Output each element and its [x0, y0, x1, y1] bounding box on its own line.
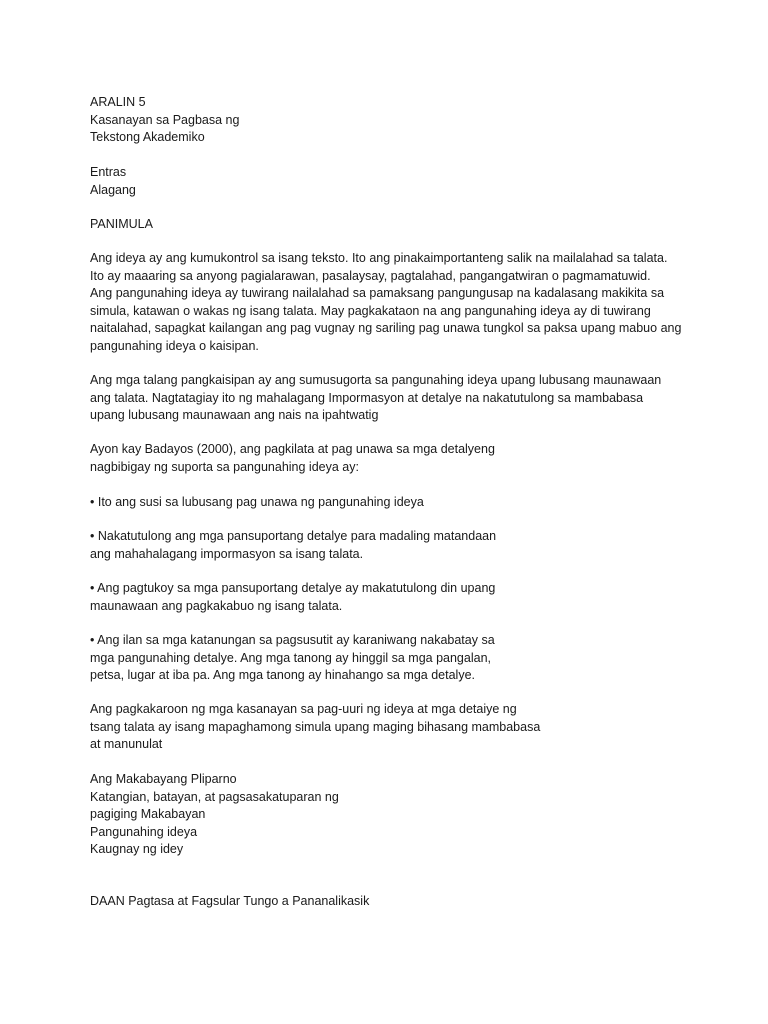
paragraph-line: Ang pangunahing ideya ay tuwirang nailalahad sa pamaksang pangungusap na kadalasang makikita sa — [90, 286, 665, 300]
note-line: Kaugnay ng idey — [90, 842, 184, 856]
paragraph-intro — [90, 250, 681, 355]
paragraph-badayos — [90, 441, 495, 476]
bullet-line: • Ang ilan sa mga katanungan sa pagsusutit ay karaniwang nakabatay sa — [90, 633, 495, 647]
bullet-line: mga pangunahing detalye. Ang mga tanong ay hinggil sa mga pangalan, — [90, 650, 491, 665]
paragraph-line: pangunahing ideya o kaisipan. — [90, 338, 259, 353]
paragraph-line: naitalahad, sapagkat kailangan ang pag vugnay ng sariling pag unawa tungkol sa paksa upang mabuo ang — [90, 321, 682, 335]
footer-text: DAAN Pagtasa at Fagsular Tungo a Pananalikasik — [90, 894, 370, 908]
bullet-item — [90, 632, 495, 685]
section-heading: PANIMULA — [90, 217, 153, 231]
bullet-line: • Ang pagtukoy sa mga pansuportang detalye ay makatutulong din upang — [90, 581, 496, 595]
paragraph-line: tsang talata ay isang mapaghamong simula upang maging bihasang mambabasa — [90, 719, 541, 734]
paragraph-line: nagbibigay ng suporta sa pangunahing ideya ay: — [90, 459, 359, 474]
bullet-item — [90, 528, 496, 563]
lesson-number: ARALIN 5 — [90, 95, 146, 109]
bullet-line: petsa, lugar at iba pa. Ang mga tanong ay hinahango sa mga detalye. — [90, 668, 475, 682]
paragraph-line: upang lubusang maunawaan ang nais na ipahtwatig — [90, 408, 379, 422]
footer-block — [90, 893, 369, 911]
note-line: Ang Makabayang Pliparno — [90, 772, 237, 786]
bullet-line: maunawaan ang pagkakabuo ng isang talata. — [90, 598, 343, 613]
paragraph-line: at manunulat — [90, 737, 163, 751]
paragraph-line: Ang mga talang pangkaisipan ay ang sumusugorta sa pangunahing ideya upang lubusang maunawaan — [90, 373, 662, 387]
lesson-title-line: Kasanayan sa Pagbasa ng — [90, 112, 240, 127]
paragraph-line: Ang pagkakaroon ng mga kasanayan sa pag-uuri ng ideya at mga detaiye ng — [90, 702, 517, 716]
note-line: Pangunahing ideya — [90, 824, 198, 839]
note-line: Katangian, batayan, at pagsasakatuparan ng — [90, 789, 339, 804]
paragraph-conclusion — [90, 701, 540, 754]
bullet-item — [90, 494, 424, 512]
bullet-line: • Ito ang susi sa lubusang pag unawa ng pangunahing ideya — [90, 495, 424, 509]
bullet-line: ang mahahalagang impormasyon sa isang talata. — [90, 546, 364, 561]
paragraph-supporting — [90, 372, 661, 425]
paragraph-line: Ang ideya ay ang kumukontrol sa isang teksto. Ito ang pinakaimportanteng salik na mailalahad sa talata. — [90, 251, 668, 265]
paragraph-line: ang talata. Nagtatagiay ito ng mahalagang Impormasyon at detalye na nakatutulong sa mambabasa — [90, 390, 644, 405]
lesson-header — [90, 94, 239, 147]
paragraph-line: simula, katawan o wakas ng isang talata. May pagkakataon na ang pangunahing ideya ay di tuwirang — [90, 303, 651, 318]
bullet-line: • Nakatutulong ang mga pansuportang detalye para madaling matandaan — [90, 529, 497, 543]
lesson-title-line: Tekstong Akademiko — [90, 130, 205, 144]
notes-block — [90, 771, 339, 859]
note-line: pagiging Makabayan — [90, 807, 206, 821]
entry-line: Alagang — [90, 182, 136, 197]
paragraph-line: Ayon kay Badayos (2000), ang pagkilata at pag unawa sa mga detalyeng — [90, 442, 495, 456]
entries-block — [90, 164, 136, 199]
entry-line: Entras — [90, 165, 127, 179]
paragraph-line: Ito ay maaaring sa anyong pagialarawan, pasalaysay, pagtalahad, pangangatwiran o pagmamatuwid. — [90, 268, 651, 283]
bullet-item — [90, 580, 495, 615]
section-heading-block — [90, 216, 153, 234]
